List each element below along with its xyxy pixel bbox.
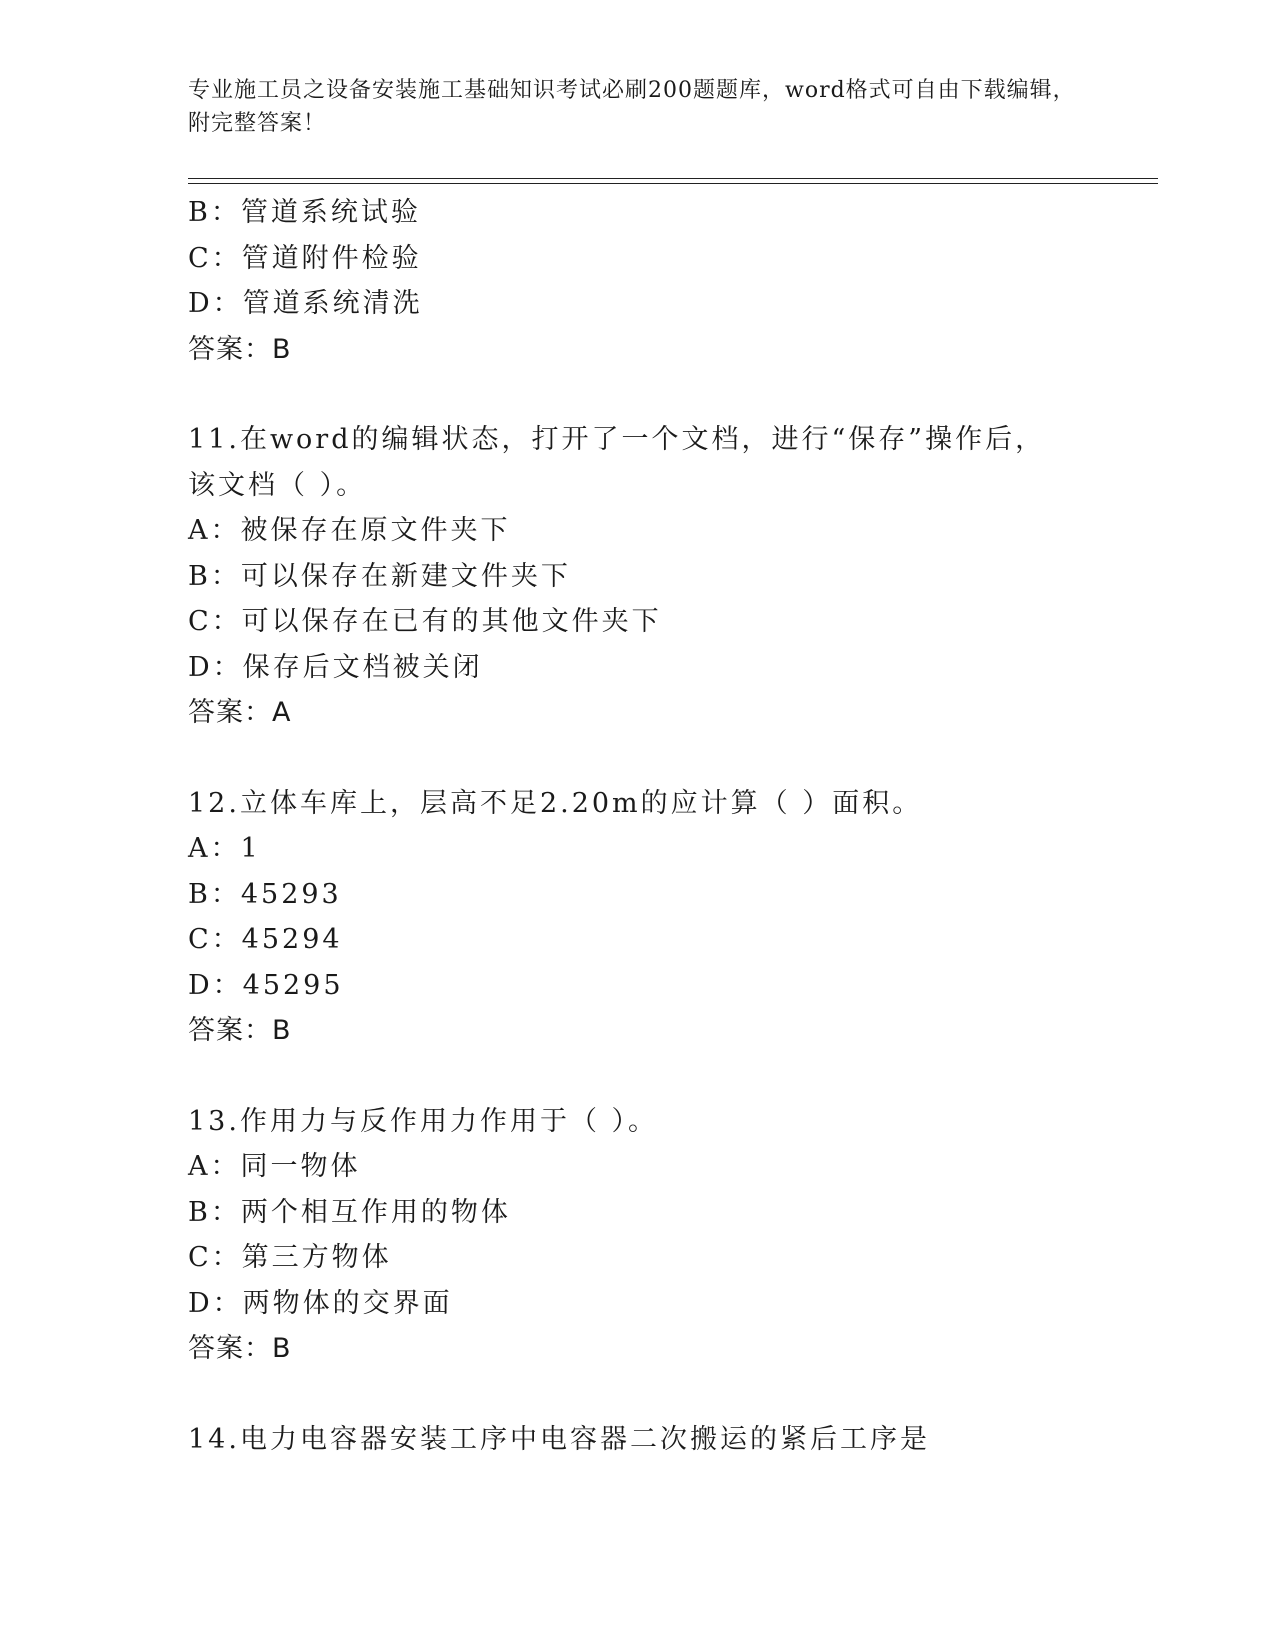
- document-title: 专业施工员之设备安装施工基础知识考试必刷200题题库，word格式可自由下载编辑，附完整答案！: [188, 78, 1076, 136]
- option-a: A：1: [188, 833, 261, 864]
- option-d: D：保存后文档被关闭: [188, 651, 483, 683]
- option-b: B：两个相互作用的物体: [188, 1196, 511, 1228]
- spacer: [188, 736, 1088, 781]
- continued-question: [188, 190, 1088, 372]
- question-14: [188, 1417, 1088, 1463]
- question-12: [188, 781, 1088, 1054]
- option-a: A：同一物体: [188, 1151, 361, 1182]
- option-b: B：45293: [188, 878, 342, 910]
- option-b: B：管道系统试验: [188, 197, 421, 228]
- answer-line: 答案：A: [188, 697, 292, 728]
- question-text: 12.立体车库上，层高不足2.20m的应计算（ ）面积。: [188, 787, 923, 819]
- spacer: [188, 1054, 1088, 1099]
- option-c: C：管道附件检验: [188, 242, 422, 274]
- document-header: [188, 74, 1088, 140]
- option-d: D：管道系统清洗: [188, 288, 423, 319]
- answer-line: 答案：B: [188, 1333, 292, 1364]
- option-c: C：第三方物体: [188, 1242, 392, 1273]
- option-b: B：可以保存在新建文件夹下: [188, 560, 571, 592]
- answer-line: 答案：B: [188, 333, 292, 365]
- spacer: [188, 1372, 1088, 1417]
- question-text: 14.电力电容器安装工序中电容器二次搬运的紧后工序是: [188, 1423, 930, 1455]
- option-c: C：可以保存在已有的其他文件夹下: [188, 606, 662, 637]
- question-text: 11.在word的编辑状态，打开了一个文档，进行“保存”操作后，该文档（ ）。: [188, 424, 1046, 501]
- option-d: D：两物体的交界面: [188, 1287, 453, 1319]
- question-text: 13.作用力与反作用力作用于（ ）。: [188, 1105, 659, 1137]
- option-d: D：45295: [188, 969, 344, 1001]
- option-a: A：被保存在原文件夹下: [188, 515, 511, 546]
- header-rule-top: [188, 178, 1158, 179]
- question-11: [188, 417, 1088, 736]
- document-body: [188, 190, 1088, 1462]
- spacer: [188, 372, 1088, 417]
- header-rule-bottom: [188, 183, 1158, 184]
- option-c: C：45294: [188, 924, 343, 955]
- question-13: [188, 1099, 1088, 1372]
- answer-line: 答案：B: [188, 1015, 292, 1046]
